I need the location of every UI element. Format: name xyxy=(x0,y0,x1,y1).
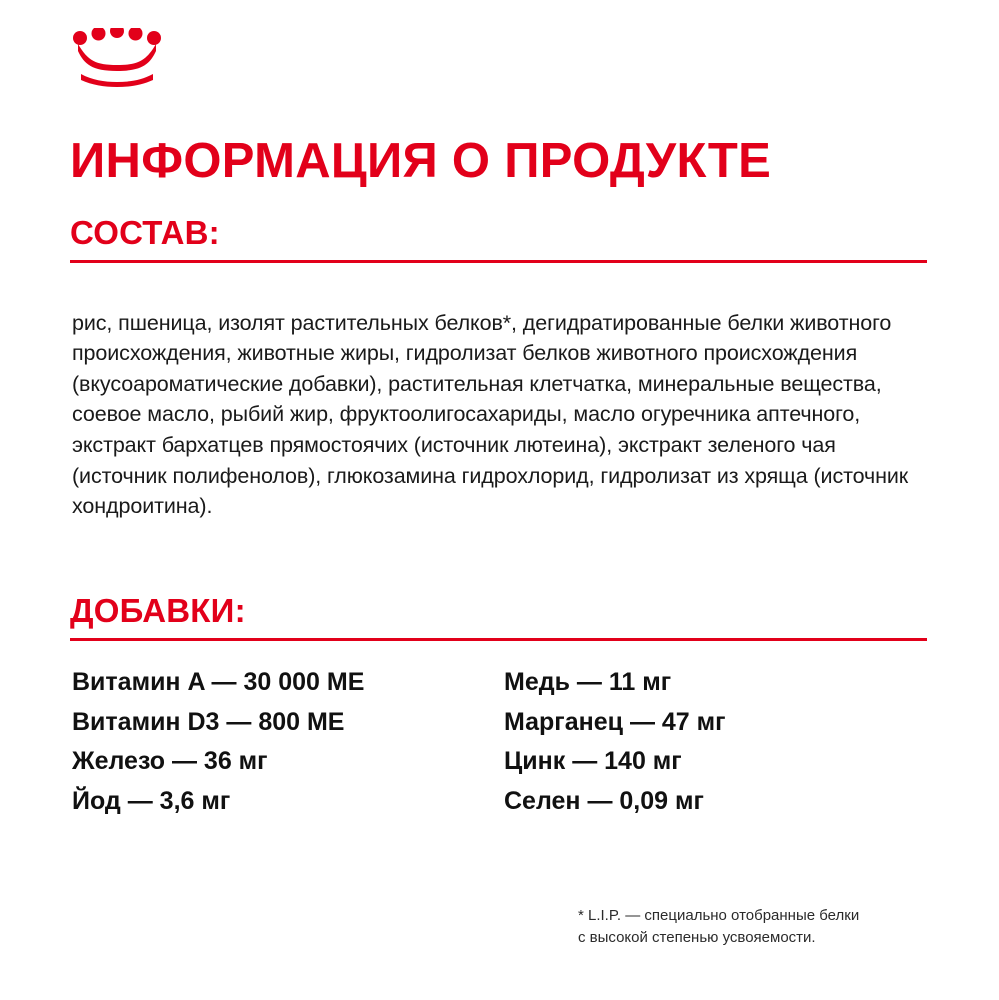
composition-text: рис, пшеница, изолят растительных белков*, дегидратированные белки животного происхождения, животные жиры, гидролизат белков животного происхождения (вкусоароматические добавки), растительная клетчатка, минеральные вещества, соевое масло, рыбий жир, фруктоолигосахариды, масло огуречника аптечного, экстракт бархатцев прямостоячих (источник лютеина), экстракт зеленого чая (источник полифенолов), глюкозамина гидрохлорид, гидролизат из хряща (источник хондроитина). xyxy=(72,310,909,519)
section-heading-additives-label: ДОБАВКИ: xyxy=(70,592,246,629)
additives-column-left xyxy=(72,663,496,821)
list-item: Селен — 0,09 мг xyxy=(504,786,704,815)
page-title: ИНФОРМАЦИЯ О ПРОДУКТЕ xyxy=(70,133,772,188)
section-divider-composition xyxy=(70,260,927,263)
list-item: Железо — 36 мг xyxy=(72,747,268,775)
list-item: Йод — 3,6 мг xyxy=(72,786,231,815)
list-item: Медь — 11 мг xyxy=(504,668,672,696)
list-item: Цинк — 140 мг xyxy=(504,747,682,775)
section-heading-composition-label: СОСТАВ: xyxy=(70,214,220,251)
list-item: Марганец — 47 мг xyxy=(504,707,726,736)
additives-column-right xyxy=(496,663,928,821)
section-heading-additives xyxy=(70,592,927,641)
list-item: Витамин A — 30 000 МЕ xyxy=(72,668,365,696)
additives-list xyxy=(72,663,928,821)
footnote xyxy=(578,905,930,949)
footnote-line-1: * L.I.P. — специально отобранные белки xyxy=(578,907,860,924)
footnote-line-2: с высокой степенью усвояемости. xyxy=(578,928,816,946)
list-item: Витамин D3 — 800 МЕ xyxy=(72,707,345,736)
section-heading-composition xyxy=(70,214,927,263)
section-divider-additives xyxy=(70,638,927,641)
royal-canin-crown-icon xyxy=(72,28,162,90)
